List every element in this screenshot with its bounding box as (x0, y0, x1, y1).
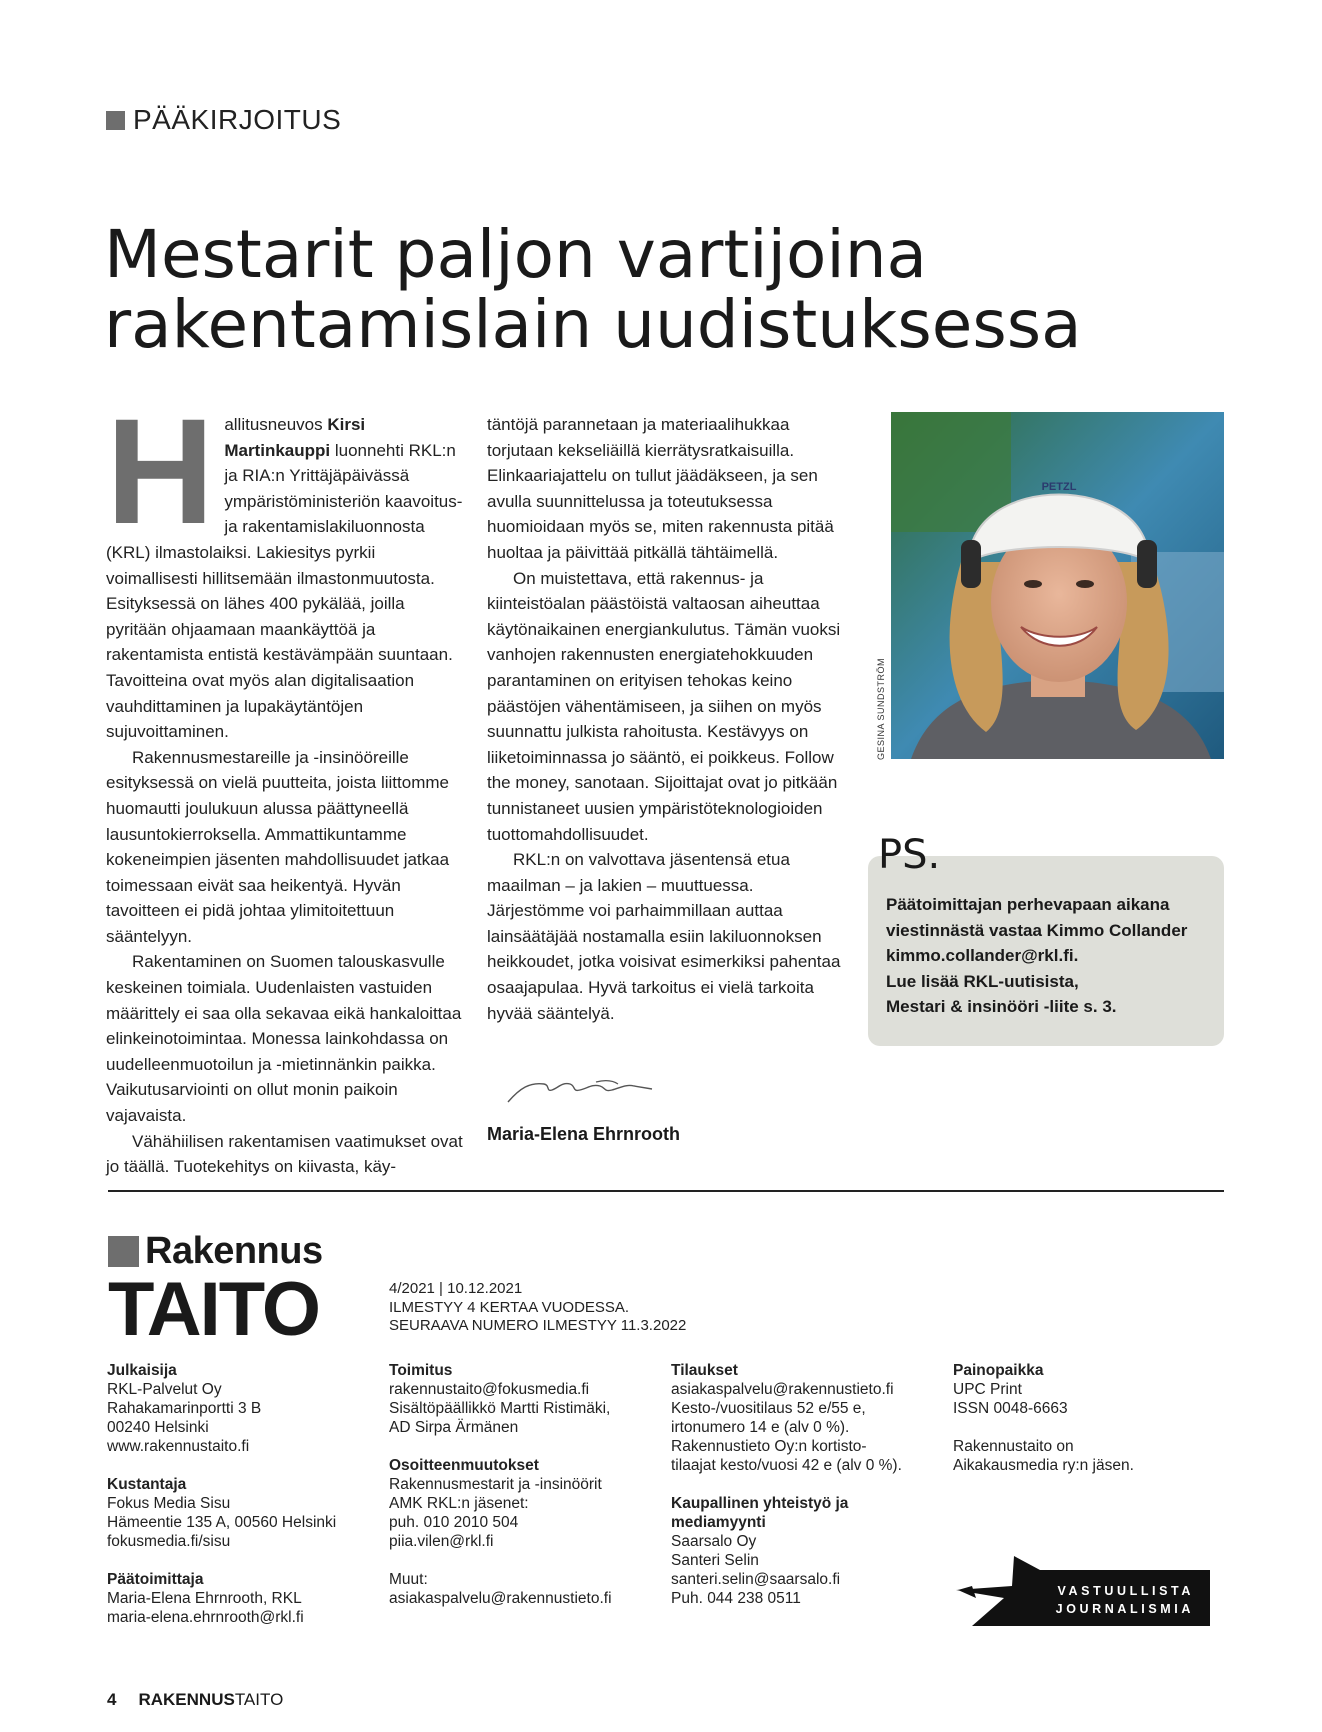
osoitteenmuutokset-heading: Osoitteenmuutokset (389, 1457, 539, 1474)
julkaisija-line: RKL-Palvelut Oy (107, 1381, 222, 1398)
headline-line-1: Mestarit paljon vartijoina (104, 216, 927, 293)
helmet-brand-text: PETZL (1041, 481, 1077, 493)
issue-line-3: SEURAAVA NUMERO ILMESTYY 11.3.2022 (389, 1317, 687, 1334)
paatoimittaja-line: Maria-Elena Ehrnrooth, RKL (107, 1590, 302, 1607)
tilaukset-line: irtonumero 14 e (alv 0 %). (671, 1419, 850, 1436)
julkaisija-line: Rahakamarinportti 3 B (107, 1400, 262, 1417)
section-square-icon (106, 111, 125, 130)
article-column-2 (487, 412, 845, 1026)
toimitus-line: AD Sirpa Ärmänen (389, 1419, 519, 1436)
colophon-column-3 (671, 1361, 951, 1608)
kaupallinen-email-link[interactable]: santeri.selin@saarsalo.fi (671, 1571, 841, 1588)
osoitteenmuutokset-email-link[interactable]: asiakaspalvelu@rakennustieto.fi (389, 1590, 612, 1607)
ps-text (886, 892, 1216, 1020)
ps-line-4: Lue lisää RKL-uutisista, (886, 971, 1079, 991)
kustantaja-website-link[interactable]: fokusmedia.fi/sisu (107, 1533, 231, 1550)
section-label (106, 104, 341, 136)
painopaikka-line: ISSN 0048-6663 (953, 1400, 1068, 1417)
paragraph-1-rest: luonnehti RKL:n ja RIA:n Yrittäjäpäivässä ympäristöministeriön kaavoitus- ja rakentamislakiluonnosta (KRL) ilmastolaiksi. Lakiesitys pyrkii voimallisesti hillitsemään ilmastonmuutosta. Esityksessä on lähes 400 pykälää, joilla pyritään ohjaamaan maankäyttöä ja rakentamista entistä kestävämpään suuntaan. Tavoitteina ovat myös alan digitalisaation vauhdittaminen ja lupakäytäntöjen sujuvoittaminen. (106, 440, 463, 742)
article-column-1 (106, 387, 464, 1180)
ps-line-1: Päätoimittajan perhevapaan aikana (886, 895, 1170, 914)
osoitteenmuutokset-line: puh. 010 2010 504 (389, 1514, 519, 1531)
logo-word-rakennus: Rakennus (145, 1230, 323, 1272)
paragraph-1-lead: allitusneuvos (224, 415, 328, 434)
author-name: Maria-Elena Ehrnrooth (487, 1124, 681, 1144)
osoitteenmuutokset-line: AMK RKL:n jäsenet: (389, 1495, 529, 1512)
paatoimittaja-heading: Päätoimittaja (107, 1571, 204, 1588)
painopaikka-line: UPC Print (953, 1381, 1022, 1398)
badge-line-2: JOURNALISMIA (1055, 1602, 1194, 1616)
kustantaja-line: Fokus Media Sisu (107, 1495, 231, 1512)
paragraph-1-name: Kirsi Martinkauppi (224, 415, 366, 460)
painopaikka-line: Aikakausmedia ry:n jäsen. (953, 1457, 1134, 1474)
masthead-logo (108, 1230, 323, 1352)
ps-email-link[interactable]: kimmo.collander@rkl.fi. (886, 946, 1079, 966)
headline (104, 216, 1224, 363)
toimitus-email-link[interactable]: rakennustaito@fokusmedia.fi (389, 1381, 590, 1398)
painopaikka-heading: Painopaikka (953, 1362, 1044, 1379)
page-footer (107, 1690, 283, 1710)
osoitteenmuutokset-line: Rakennusmestarit ja -insinöörit (389, 1476, 602, 1493)
signature-image (500, 1068, 660, 1108)
toimitus-line: Sisältöpäällikkö Martti Ristimäki, (389, 1400, 611, 1417)
kaupallinen-line: Puh. 044 238 0511 (671, 1590, 801, 1607)
osoitteenmuutokset-line: Muut: (389, 1571, 428, 1588)
dropcap: H (106, 387, 215, 555)
paatoimittaja-email-link[interactable]: maria-elena.ehrnrooth@rkl.fi (107, 1609, 304, 1626)
colophon-column-4 (953, 1361, 1233, 1475)
photo-credit: GESINA SUNDSTRÖM (876, 657, 886, 760)
page-number: 4 (107, 1690, 117, 1709)
article-paragraph-7: RKL:n on valvottava jäsentensä etua maailman – ja lakien – muuttuessa. Järjestömme voi parhaimmillaan auttaa lainsäätäjää nostamalla esiin lakiluonnoksen heikkoudet, jotka voisivat esimerkiksi pahentaa osaajapulaa. Hyvä tarkoitus ei vielä tarkoita hyvää sääntelyä. (487, 850, 841, 1023)
article-paragraph-3: Rakentaminen on Suomen talouskasvulle keskeinen toimiala. Uudenlaisten vastuiden määrittely ei saa olla sekavaa eikä hankaloittaa elinkeinotoimintaa. Monessa lainkohdassa on uudelleenmuotoilun ja -mietinnänkin paikka. Vaikutusarviointi on ollut monin paikoin vajavaista. (106, 952, 462, 1126)
kustantaja-line: Hämeentie 135 A, 00560 Helsinki (107, 1514, 337, 1531)
kaupallinen-line: Saarsalo Oy (671, 1533, 757, 1550)
vastuullista-journalismia-badge (956, 1556, 1210, 1626)
colophon-column-2 (389, 1361, 669, 1608)
tilaukset-heading: Tilaukset (671, 1362, 738, 1379)
julkaisija-website-link[interactable]: www.rakennustaito.fi (107, 1438, 250, 1455)
kaupallinen-heading: mediamyynti (671, 1514, 766, 1531)
headline-line-2: rakentamislain uudistuksessa (104, 286, 1082, 363)
kustantaja-heading: Kustantaja (107, 1476, 187, 1493)
colophon-column-1 (107, 1361, 387, 1627)
painopaikka-line: Rakennustaito on (953, 1438, 1074, 1455)
tilaukset-line: Rakennustieto Oy:n kortisto- (671, 1438, 867, 1455)
julkaisija-heading: Julkaisija (107, 1362, 177, 1379)
article-paragraph-6: On muistettava, että rakennus- ja kiinteistöalan päästöistä valtaosan aiheuttaa käytönaikainen energiankulutus. Tämän vuoksi vanhojen rakennusten energiatehokkuuden parantaminen on erityisen tehokas keino päästöjen vähentämiseen, ja siihen on myös suunnattu julkista rahoitusta. Kestävyys on liiketoiminnassa jo sääntö, ei poikkeus. Follow the money, sanotaan. Sijoittajat ovat jo pitkään tunnistaneet uusien ympäristöteknologioiden tuottomahdollisuudet. (487, 568, 841, 844)
ps-line-5: Mestari & insinööri -liite s. 3. (886, 997, 1117, 1017)
article-paragraph-4: Vähähiilisen rakentamisen vaatimukset ovat jo täällä. Tuotekehitys on kiivasta, käy- (106, 1131, 463, 1177)
tilaukset-email-link[interactable]: asiakaspalvelu@rakennustieto.fi (671, 1381, 894, 1398)
portrait-photo (891, 412, 1224, 759)
osoitteenmuutokset-email-link[interactable]: piia.vilen@rkl.fi (389, 1533, 494, 1550)
ps-line-2: viestinnästä vastaa Kimmo Collander (886, 920, 1188, 940)
article-paragraph-5: täntöjä parannetaan ja materiaalihukkaa torjutaan kekseliäillä kierrätysratkaisuilla. Elinkaariajattelu on tullut jäädäkseen, ja sen avulla suunnittelussa ja toteutuksessa huomioidaan myös se, miten rakennusta pitää huoltaa ja päivittää pitkällä tähtäimellä. (487, 415, 834, 562)
kaupallinen-heading: Kaupallinen yhteistyö ja (671, 1495, 849, 1512)
section-divider (108, 1190, 1224, 1192)
ps-label: PS. (878, 832, 941, 878)
badge-line-1: VASTUULLISTA (1057, 1584, 1194, 1598)
footer-publication-light: TAITO (234, 1690, 284, 1709)
issue-line-2: ILMESTYY 4 KERTAA VUODESSA. (389, 1298, 630, 1316)
kaupallinen-line: Santeri Selin (671, 1552, 759, 1569)
logo-word-taito: TAITO (108, 1267, 319, 1352)
footer-publication-bold: RAKENNUS (138, 1690, 235, 1709)
toimitus-heading: Toimitus (389, 1362, 453, 1379)
section-label-text: PÄÄKIRJOITUS (133, 104, 342, 135)
tilaukset-line: tilaajat kesto/vuosi 42 e (alv 0 %). (671, 1457, 902, 1474)
issue-info (389, 1280, 686, 1336)
article-paragraph-1 (106, 387, 464, 745)
article-paragraph-2: Rakennusmestareille ja -insinööreille esityksessä on vielä puutteita, joista liittomme huomautti joulukuun alussa päättyneellä lausuntokierroksella. Ammattikuntamme kokeneimpien jäsenten mahdollisuudet jatkaa toimessaan eivät saa heikentyä. Hyvän tavoitteen ei pidä johtaa ylimitoitettuun sääntelyyn. (106, 747, 450, 946)
logo-square-icon (108, 1236, 139, 1267)
tilaukset-line: Kesto-/vuositilaus 52 e/55 e, (671, 1400, 866, 1417)
issue-line-1: 4/2021 | 10.12.2021 (389, 1280, 523, 1297)
julkaisija-line: 00240 Helsinki (107, 1419, 209, 1436)
